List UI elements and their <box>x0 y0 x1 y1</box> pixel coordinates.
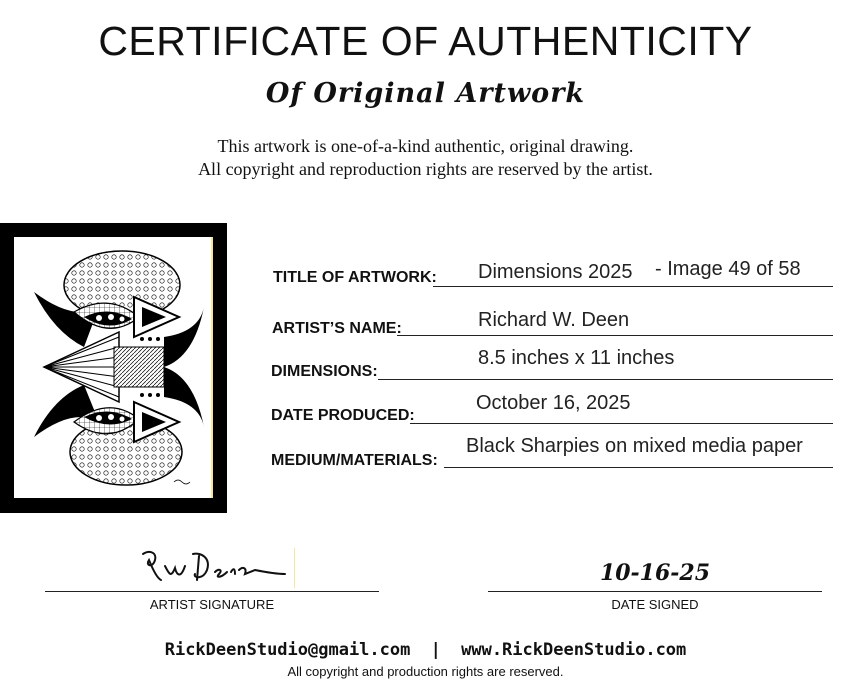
artist-signature-caption: ARTIST SIGNATURE <box>149 597 275 612</box>
date-signed-caption: DATE SIGNED <box>611 597 699 612</box>
date-produced-label: DATE PRODUCED: <box>271 407 415 424</box>
artist-value: Richard W. Deen <box>478 309 630 331</box>
dimensions-value: 8.5 inches x 11 inches <box>478 347 675 369</box>
footer-contact <box>0 640 851 660</box>
artwork-drawing <box>14 237 211 498</box>
artist-label: ARTIST’S NAME: <box>272 320 402 337</box>
certificate-title: CERTIFICATE OF AUTHENTICITY <box>98 18 753 64</box>
footer-separator: | <box>430 640 441 660</box>
dimensions-label: DIMENSIONS: <box>271 363 378 380</box>
artwork-thumbnail <box>14 237 213 498</box>
artist-signature-line <box>45 591 379 592</box>
title-label: TITLE OF ARTWORK: <box>273 269 437 286</box>
title-value: Dimensions 2025 <box>478 261 633 283</box>
medium-value: Black Sharpies on mixed media paper <box>466 435 803 457</box>
date-produced-line <box>410 423 833 424</box>
medium-label: MEDIUM/MATERIALS: <box>271 452 438 469</box>
title-extra: - Image 49 of 58 <box>655 258 801 280</box>
date-produced-value: October 16, 2025 <box>476 392 631 414</box>
footer-rights: All copyright and production rights are reserved. <box>287 664 564 679</box>
footer-website[interactable]: www.RickDeenStudio.com <box>461 640 687 660</box>
artist-signature-image <box>135 544 300 590</box>
artwork-thumbnail-frame <box>0 223 227 513</box>
certificate-subtitle: Of Original Artwork <box>265 78 586 109</box>
footer-email[interactable]: RickDeenStudio@gmail.com <box>164 640 411 660</box>
medium-line <box>444 467 833 468</box>
date-signed-line <box>488 591 822 592</box>
artist-line <box>397 335 833 336</box>
date-signed-value: 10-16-25 <box>599 560 711 586</box>
intro-line-1: This artwork is one-of-a-kind authentic, original drawing. <box>217 136 634 156</box>
dimensions-line <box>378 379 833 380</box>
signature-divider <box>294 548 295 588</box>
intro-line-2: All copyright and reproduction rights are reserved by the artist. <box>198 159 653 179</box>
title-line <box>433 286 833 287</box>
